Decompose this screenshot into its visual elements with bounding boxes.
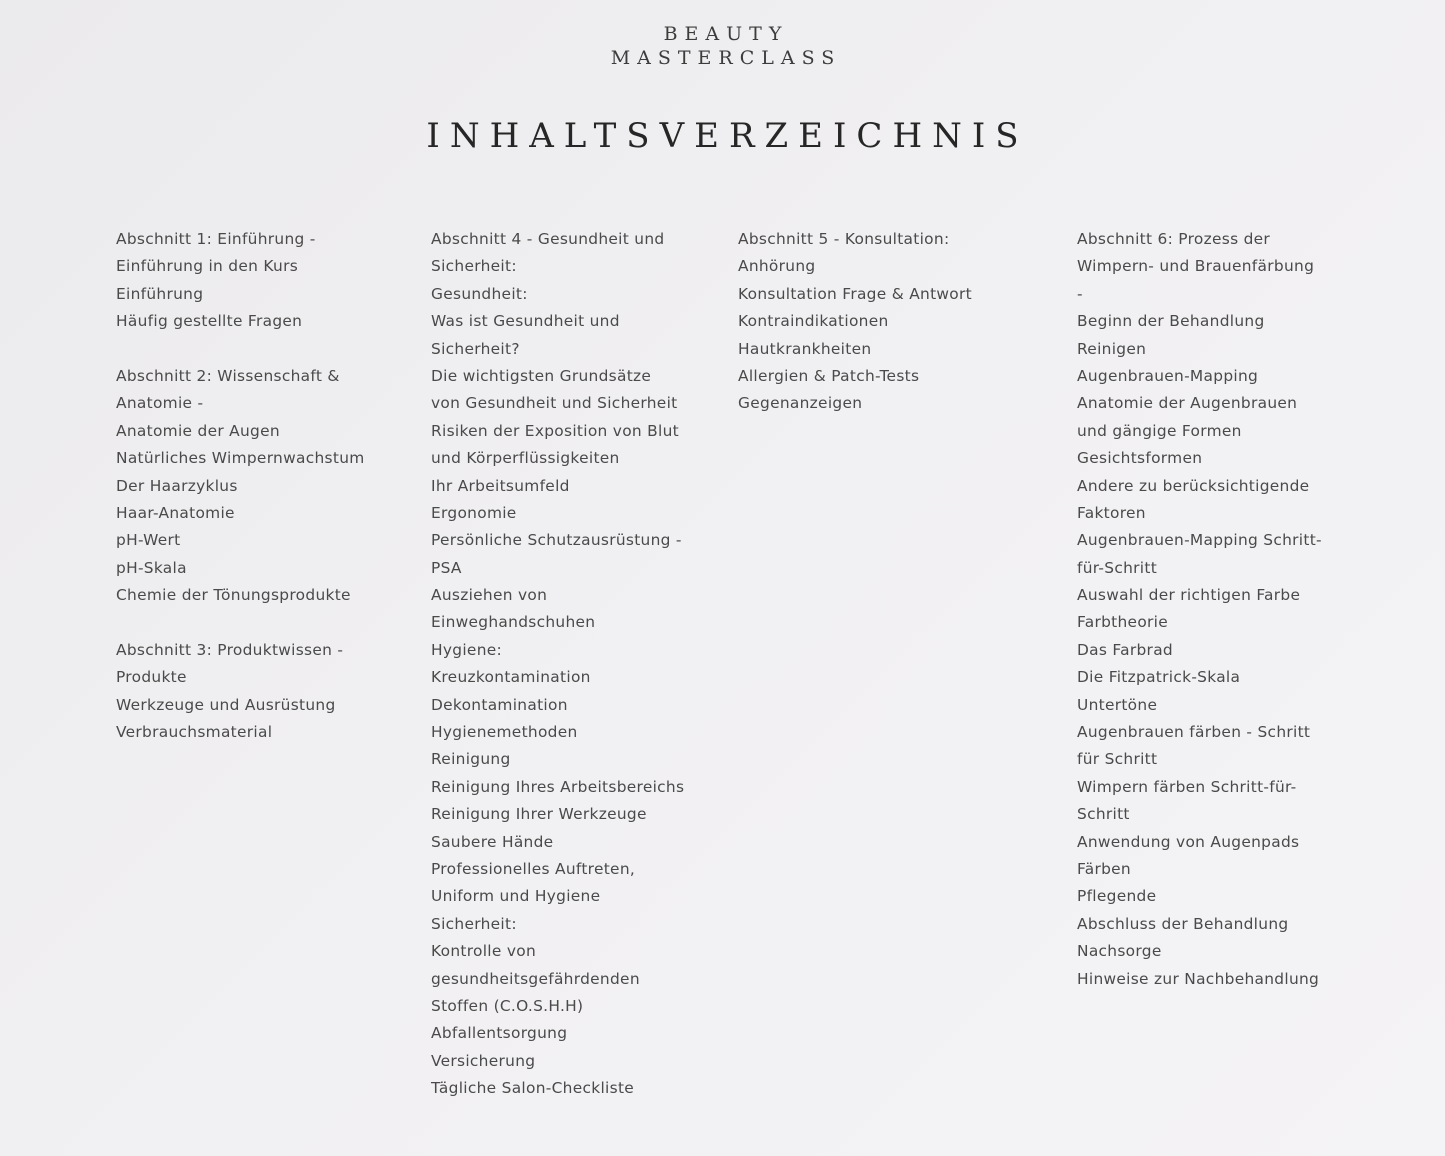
toc-entry: Einführung in den Kurs	[116, 257, 299, 276]
toc-entry: Sicherheit:	[431, 257, 517, 276]
brand-line-2: MASTERCLASS	[610, 47, 842, 69]
toc-entry: Beginn der Behandlung	[1077, 312, 1265, 331]
toc-entry: Schritt	[1077, 805, 1130, 824]
toc-entry: Abschnitt 3: Produktwissen -	[116, 640, 344, 659]
toc-entry: Ergonomie	[431, 503, 517, 522]
toc-entry: Untertöne	[1077, 695, 1158, 714]
toc-entry: Reinigen	[1077, 339, 1147, 358]
brand-logo	[0, 22, 1445, 70]
toc-entry: Farbtheorie	[1077, 613, 1169, 632]
toc-entry: und Körperflüssigkeiten	[431, 449, 620, 468]
toc-entry: Färben	[1077, 859, 1131, 878]
toc-entry: Abfallentsorgung	[431, 1024, 568, 1043]
toc-entry: Reinigung Ihres Arbeitsbereichs	[431, 777, 685, 796]
toc-entry: Kreuzkontamination	[431, 668, 591, 687]
toc-entry: Augenbrauen-Mapping Schritt-	[1077, 531, 1322, 550]
toc-entry: Dekontamination	[431, 695, 568, 714]
toc-entry: für-Schritt	[1077, 558, 1158, 577]
toc-entry: Häufig gestellte Fragen	[116, 312, 303, 331]
toc-entry: Andere zu berücksichtigende	[1077, 476, 1310, 495]
toc-entry: Anatomie der Augen	[116, 421, 280, 440]
toc-entry: Gesichtsformen	[1077, 449, 1203, 468]
toc-entry: Stoffen (C.O.S.H.H)	[431, 996, 584, 1015]
toc-entry: Wimpern färben Schritt-für-	[1077, 777, 1297, 796]
toc-entry: Gegenanzeigen	[738, 394, 863, 413]
toc-entry: Produkte	[116, 668, 187, 687]
toc-entry: für Schritt	[1077, 750, 1158, 769]
toc-entry: Augenbrauen färben - Schritt	[1077, 723, 1311, 742]
toc-entry: Hygiene:	[431, 640, 503, 659]
toc-column-1	[116, 226, 365, 746]
toc-entry: Die wichtigsten Grundsätze	[431, 366, 652, 385]
brand-line-1: BEAUTY	[663, 23, 789, 45]
toc-column-4	[1077, 226, 1322, 993]
toc-entry: Einweghandschuhen	[431, 613, 596, 632]
toc-entry: Versicherung	[431, 1051, 536, 1070]
toc-entry: Nachsorge	[1077, 942, 1162, 961]
toc-entry: Anatomie der Augenbrauen	[1077, 394, 1298, 413]
toc-entry: Tägliche Salon-Checkliste	[431, 1079, 635, 1098]
toc-entry: Haar-Anatomie	[116, 503, 235, 522]
toc-entry: Gesundheit:	[431, 284, 528, 303]
toc-entry: Ihr Arbeitsumfeld	[431, 476, 570, 495]
toc-entry: PSA	[431, 558, 462, 577]
toc-entry: Abschnitt 4 - Gesundheit und	[431, 230, 665, 248]
toc-entry: Verbrauchsmaterial	[116, 723, 273, 742]
toc-entry: Chemie der Tönungsprodukte	[116, 586, 351, 605]
toc-entry: Persönliche Schutzausrüstung -	[431, 531, 682, 550]
toc-entry: Anwendung von Augenpads	[1077, 832, 1300, 851]
toc-entry: Einführung	[116, 284, 204, 303]
toc-entry: Wimpern- und Brauenfärbung	[1077, 257, 1315, 276]
toc-entry: Natürliches Wimpernwachstum	[116, 449, 365, 468]
toc-entry: pH-Skala	[116, 558, 187, 577]
toc-entry: Das Farbrad	[1077, 640, 1173, 659]
toc-entry: von Gesundheit und Sicherheit	[431, 394, 678, 413]
section-spacer	[116, 336, 365, 363]
toc-entry: Uniform und Hygiene	[431, 887, 601, 906]
toc-entry: Hygienemethoden	[431, 723, 578, 742]
section-spacer	[116, 609, 365, 636]
toc-entry: Kontrolle von	[431, 942, 537, 961]
toc-column-3	[738, 226, 972, 418]
toc-entry: Allergien & Patch-Tests	[738, 366, 920, 385]
toc-entry: Reinigung Ihrer Werkzeuge	[431, 805, 647, 824]
toc-column-2	[431, 226, 684, 1103]
toc-entry: Abschnitt 6: Prozess der	[1077, 230, 1271, 248]
toc-entry: Werkzeuge und Ausrüstung	[116, 695, 336, 714]
toc-entry: Abschnitt 2: Wissenschaft &	[116, 366, 340, 385]
toc-entry: Professionelles Auftreten,	[431, 859, 636, 878]
page-title: INHALTSVERZEICHNIS	[426, 116, 1029, 156]
toc-entry: Saubere Hände	[431, 832, 554, 851]
toc-entry: Pflegende	[1077, 887, 1157, 906]
toc-entry: Sicherheit?	[431, 339, 520, 358]
toc-entry: Reinigung	[431, 750, 511, 769]
toc-entry: -	[1077, 284, 1083, 303]
toc-entry: gesundheitsgefährdenden	[431, 969, 640, 988]
toc-entry: pH-Wert	[116, 531, 181, 550]
toc-entry: Anhörung	[738, 257, 816, 276]
toc-entry: Faktoren	[1077, 503, 1146, 522]
toc-entry: Hinweise zur Nachbehandlung	[1077, 969, 1320, 988]
toc-entry: Konsultation Frage & Antwort	[738, 284, 972, 303]
toc-entry: Der Haarzyklus	[116, 476, 238, 495]
toc-entry: Augenbrauen-Mapping	[1077, 366, 1259, 385]
toc-entry: Hautkrankheiten	[738, 339, 872, 358]
toc-entry: Anatomie -	[116, 394, 204, 413]
toc-entry: Die Fitzpatrick-Skala	[1077, 668, 1241, 687]
toc-entry: Abschnitt 1: Einführung -	[116, 230, 316, 248]
toc-entry: Sicherheit:	[431, 914, 517, 933]
toc-entry: Was ist Gesundheit und	[431, 312, 620, 331]
toc-entry: Abschluss der Behandlung	[1077, 914, 1289, 933]
toc-entry: Ausziehen von	[431, 586, 548, 605]
toc-entry: Auswahl der richtigen Farbe	[1077, 586, 1301, 605]
toc-entry: Kontraindikationen	[738, 312, 889, 331]
toc-entry: Risiken der Exposition von Blut	[431, 421, 679, 440]
toc-entry: und gängige Formen	[1077, 421, 1242, 440]
toc-entry: Abschnitt 5 - Konsultation:	[738, 230, 950, 248]
